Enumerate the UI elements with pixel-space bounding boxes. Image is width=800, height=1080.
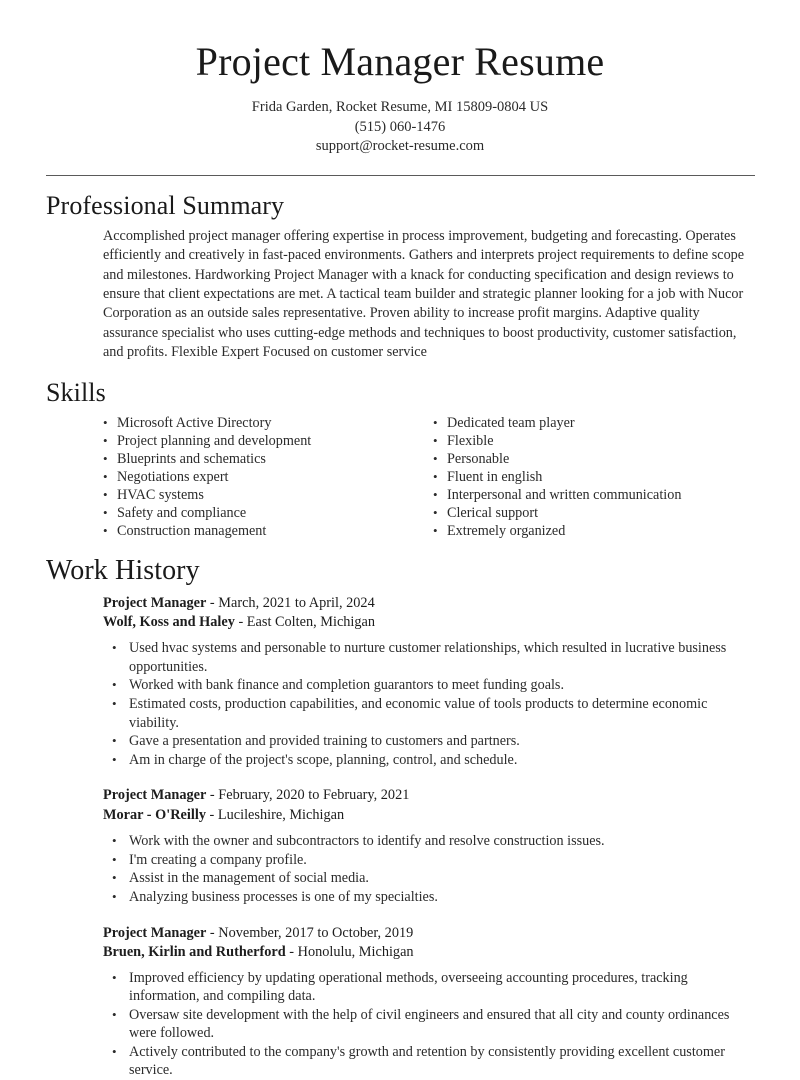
section-heading-skills: Skills (46, 377, 106, 407)
job-bullet: • Oversaw site development with the help of civil engineers and ensured that all city and county ordinances were followed. (112, 1006, 754, 1043)
job-bullet: • Actively contributed to the company's growth and retention by consistently providing excellent customer service. (112, 1043, 754, 1080)
job-title: Project Manager (103, 594, 207, 611)
job-title-line (103, 924, 754, 943)
job-bullet: • Work with the owner and subcontractors to identify and resolve construction issues. (112, 832, 754, 850)
job-company-line (103, 943, 754, 962)
contact-block (46, 98, 754, 157)
job-separator: - (206, 594, 219, 611)
skill-item: • Safety and compliance (103, 504, 421, 522)
contact-email: support@rocket-resume.com (315, 138, 485, 154)
skill-item: • HVAC systems (103, 486, 421, 504)
job-bullet-list (103, 832, 754, 907)
job-bullet: • Am in charge of the project's scope, planning, control, and schedule. (112, 751, 754, 769)
job-location: Honolulu, Michigan (297, 943, 414, 960)
skills-list-right (433, 414, 739, 541)
work-history-list (46, 594, 754, 1080)
skill-item: • Personable (433, 450, 739, 468)
skill-item: • Fluent in english (433, 468, 739, 486)
job-bullet: • Improved efficiency by updating operational methods, overseeing accounting procedures, tracking information, and compiling data. (112, 969, 754, 1006)
page-title: Project Manager Resume (195, 39, 605, 84)
job-dates: November, 2017 to October, 2019 (218, 924, 414, 941)
skill-item: • Construction management (103, 522, 421, 540)
skill-item: • Microsoft Active Directory (103, 414, 421, 432)
job-company-line (103, 613, 754, 632)
job-bullet: • Worked with bank finance and completion guarantors to meet funding goals. (112, 676, 754, 694)
job-separator: - (206, 924, 219, 941)
skills-column-left (103, 414, 421, 541)
header-divider (46, 175, 755, 176)
work-history-entry (103, 786, 754, 906)
job-company-line (103, 806, 754, 825)
job-company: Bruen, Kirlin and Rutherford (103, 943, 286, 960)
skills-list-left (103, 414, 421, 541)
skills-columns (103, 414, 754, 541)
job-bullet: • Used hvac systems and personable to nurture customer relationships, which resulted in lucrative business opportunities. (112, 639, 754, 676)
job-separator: - (234, 614, 247, 631)
job-bullet: • Gave a presentation and provided training to customers and partners. (112, 732, 754, 750)
skill-item: • Dedicated team player (433, 414, 739, 432)
work-history-entry (103, 594, 754, 769)
professional-summary-text: Accomplished project manager offering expertise in process improvement, budgeting and forecasting. Operates efficiently and creatively in fast-paced environments. Gathers and interprets project requirements to define scope and milestones. Hardworking Project Manager with a knack for conducting specification and design reviews to ensure that client expectations are met. A tactical team builder and strategic planner looking for a job with Nucor Corporation as an outside sales representative. Proven ability to increase profit margins. Adaptive quality assurance specialist who uses cutting-edge methods and techniques to boost productivity, customer satisfaction, and profits. Flexible Expert Focused on customer service (103, 227, 745, 361)
job-bullet: • Analyzing business processes is one of my specialties. (112, 888, 754, 906)
job-title: Project Manager (103, 924, 207, 941)
job-separator: - (285, 943, 298, 960)
section-skills (46, 377, 754, 541)
skill-item: • Extremely organized (433, 522, 739, 540)
skills-column-right (421, 414, 739, 541)
job-title-line (103, 786, 754, 805)
job-location: Lucileshire, Michigan (217, 806, 345, 823)
job-separator: - (206, 787, 219, 804)
job-bullet: • Estimated costs, production capabilities, and economic value of tools products to determine economic viability. (112, 695, 754, 732)
contact-phone: (515) 060-1476 (354, 118, 446, 135)
job-location: East Colten, Michigan (246, 614, 376, 631)
job-title: Project Manager (103, 787, 207, 804)
section-professional-summary (46, 190, 754, 363)
skill-item: • Clerical support (433, 504, 739, 522)
job-title-line (103, 594, 754, 613)
contact-address: Frida Garden, Rocket Resume, MI 15809-0804 US (251, 99, 549, 115)
job-company: Wolf, Koss and Haley (103, 614, 235, 631)
job-bullet: • I'm creating a company profile. (112, 851, 754, 869)
job-dates: February, 2020 to February, 2021 (218, 787, 410, 804)
job-bullet: • Assist in the management of social media. (112, 869, 754, 887)
skill-item: • Project planning and development (103, 432, 421, 450)
skill-item: • Blueprints and schematics (103, 450, 421, 468)
section-work-history (46, 554, 754, 1079)
work-history-entry (103, 924, 754, 1080)
job-bullet-list (103, 969, 754, 1080)
section-heading-professional-summary: Professional Summary (46, 190, 285, 220)
job-company: Morar - O'Reilly (103, 806, 206, 823)
job-separator: - (205, 806, 218, 823)
skill-item: • Interpersonal and written communication (433, 486, 739, 504)
job-bullet-list (103, 639, 754, 769)
skill-item: • Negotiations expert (103, 468, 421, 486)
section-heading-work-history: Work History (46, 555, 200, 587)
skill-item: • Flexible (433, 432, 739, 450)
job-dates: March, 2021 to April, 2024 (218, 594, 375, 611)
